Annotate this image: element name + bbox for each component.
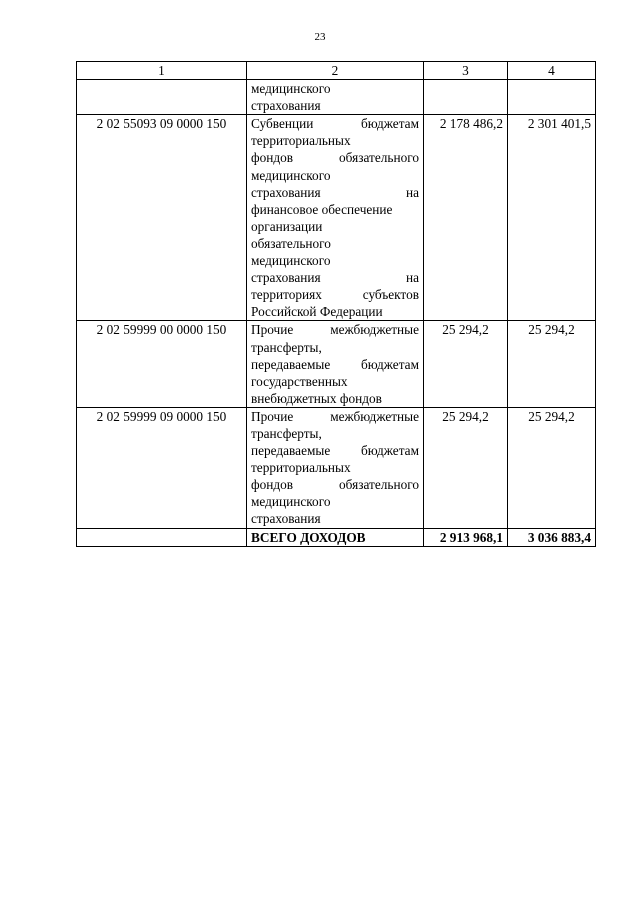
value-2024: 2 301 401,5 <box>508 115 596 321</box>
column-number-row <box>77 62 596 80</box>
description-line: Прочие межбюджетные <box>251 408 419 424</box>
table-row <box>77 80 596 115</box>
description-line: страхования на <box>251 184 419 200</box>
description-line: трансферты, <box>251 339 322 355</box>
description-line: территориальных <box>251 460 351 476</box>
budget-code: 2 02 55093 09 0000 150 <box>77 115 247 321</box>
column-number-2: 2 <box>247 62 424 80</box>
description-line: страхования <box>251 98 321 114</box>
description-line: медицинского <box>251 253 331 269</box>
description-line: передаваемые бюджетам <box>251 443 419 459</box>
column-number-4: 4 <box>508 62 596 80</box>
description-line: обязательного <box>251 235 331 251</box>
revenue-description <box>247 321 424 407</box>
budget-code: 2 02 59999 09 0000 150 <box>77 407 247 528</box>
page-number: 23 <box>314 31 326 43</box>
value-2023: 25 294,2 <box>424 321 508 407</box>
revenue-description <box>247 80 424 115</box>
revenue-table <box>76 61 596 547</box>
column-number-1: 1 <box>77 62 247 80</box>
value-2024: 25 294,2 <box>508 321 596 407</box>
description-line: внебюджетных фондов <box>251 390 382 406</box>
value-2024 <box>508 80 596 115</box>
table-row <box>77 115 596 321</box>
total-value-2024: 3 036 883,4 <box>508 528 596 546</box>
description-line: территориях субъектов <box>251 287 419 303</box>
description-line: трансферты, <box>251 425 322 441</box>
description-line: передаваемые бюджетам <box>251 356 419 372</box>
description-line: организации <box>251 218 323 234</box>
revenue-description <box>247 115 424 321</box>
description-line: медицинского <box>251 81 331 97</box>
table-row <box>77 407 596 528</box>
description-line: Прочие межбюджетные <box>251 322 419 338</box>
revenue-description <box>247 407 424 528</box>
column-number-3: 3 <box>424 62 508 80</box>
budget-code <box>77 80 247 115</box>
description-line: финансовое обеспечение <box>251 201 393 217</box>
value-2024: 25 294,2 <box>508 407 596 528</box>
description-line: страхования <box>251 511 321 527</box>
description-line: Субвенции бюджетам <box>251 116 419 132</box>
value-2023: 25 294,2 <box>424 407 508 528</box>
table-row <box>77 321 596 407</box>
value-2023: 2 178 486,2 <box>424 115 508 321</box>
description-line: медицинского <box>251 167 331 183</box>
total-label: ВСЕГО ДОХОДОВ <box>247 528 424 546</box>
description-line: Российской Федерации <box>251 304 383 320</box>
revenue-table-body <box>77 62 596 547</box>
description-line: медицинского <box>251 494 331 510</box>
description-line: государственных <box>251 373 348 389</box>
budget-code: 2 02 59999 00 0000 150 <box>77 321 247 407</box>
total-row <box>77 528 596 546</box>
description-line: фондов обязательного <box>251 477 419 493</box>
value-2023 <box>424 80 508 115</box>
total-value-2023: 2 913 968,1 <box>424 528 508 546</box>
total-code-cell <box>77 528 247 546</box>
description-line: фондов обязательного <box>251 150 419 166</box>
description-line: страхования на <box>251 270 419 286</box>
description-line: территориальных <box>251 133 351 149</box>
